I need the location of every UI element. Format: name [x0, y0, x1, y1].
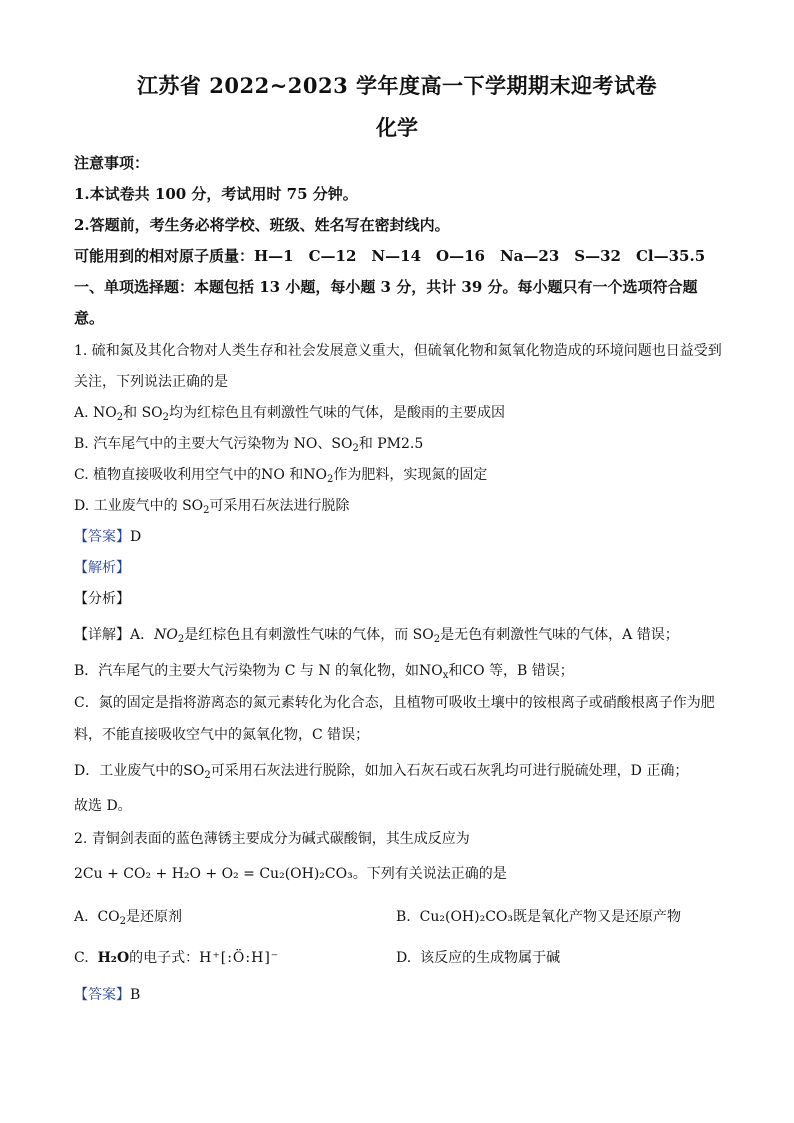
notice-heading: 注意事项：	[74, 154, 150, 172]
section-1-heading-cont: 意。	[74, 309, 105, 327]
q2-equation-line: 2Cu + CO₂ + H₂O + O₂ = Cu₂(OH)₂CO₃。下列有关说法正确的是	[74, 866, 507, 882]
q1-option-b: B. 汽车尾气中的主要大气污染物为 NO、$SO_2$和 PM2.5	[74, 436, 424, 454]
subject-title: 化学	[376, 115, 418, 140]
q1-stem-line1: 1. 硫和氮及其化合物对人类生存和社会发展意义重大，但硫氧化物和氮氧化物造成的环境问题也日益受到	[74, 343, 722, 359]
q1-stem-line2: 关注，下列说法正确的是	[74, 374, 228, 390]
q2-option-d: D. 该反应的生成物属于碱	[396, 950, 561, 966]
q1-analysis-label: 【解析】	[74, 560, 130, 576]
q1-conclusion: 故选 D。	[74, 798, 132, 814]
q1-detail-a: 【详解】A．$NO_2$是红棕色且有刺激性气味的气体，而 $SO_2$是无色有刺激性气味的气体，A 错误；	[74, 627, 679, 645]
q1-fenxi-label: 【分析】	[74, 591, 130, 607]
notice-item-1: 1.本试卷共 100 分，考试用时 75 分钟。	[74, 185, 358, 203]
q2-option-c: C. H₂O的电子式：H⁺[:Ö:H]⁻	[74, 950, 280, 966]
q2-answer: 【答案】B	[74, 987, 141, 1003]
atomic-mass-line: 可能用到的相对原子质量：H—1 C—12 N—14 O—16 Na—23 S—32 Cl—35.5	[74, 247, 706, 265]
q1-detail-c2: 料，不能直接吸收空气中的氮氧化物，C 错误；	[74, 727, 370, 743]
exam-title: 江苏省 2022~2023 学年度高一下学期期末迎考试卷	[136, 73, 658, 98]
q2-stem-line1: 2. 青铜剑表面的蓝色薄锈主要成分为碱式碳酸铜，其生成反应为	[74, 831, 470, 847]
q1-detail-c1: C．氮的固定是指将游离态的氮元素转化为化合态，且植物可吸收土壤中的铵根离子或硝酸根离子作为肥	[74, 695, 715, 711]
q2-equation: 2Cu + CO₂ + H₂O + O₂ = Cu₂(OH)₂CO₃	[74, 866, 353, 882]
q1-detail-b: B．汽车尾气的主要大气污染物为 C 与 N 的氧化物，如$NO_x$和CO 等，B 错误；	[74, 663, 574, 681]
q1-option-a: A. $NO_2$和 $SO_2$均为红棕色且有刺激性气味的气体，是酸雨的主要成因	[74, 405, 506, 423]
q1-answer: 【答案】D	[74, 529, 142, 545]
section-1-heading: 一、单项选择题：本题包括 13 小题，每小题 3 分，共计 39 分。每小题只有一个选项符合题	[74, 278, 698, 296]
notice-item-2: 2.答题前，考生务必将学校、班级、姓名写在密封线内。	[74, 216, 450, 234]
q2-option-b: B. Cu₂(OH)₂CO₃既是氧化产物又是还原产物	[396, 909, 682, 925]
q1-detail-d: D．工业废气中的$SO_2$可采用石灰法进行脱除，如加入石灰石或石灰乳均可进行脱硫处理，D 正确；	[74, 763, 689, 781]
q1-option-c: C. 植物直接吸收利用空气中的NO 和$NO_2$作为肥料，实现氮的固定	[74, 467, 488, 485]
q1-option-d: D. 工业废气中的 $SO_2$可采用石灰法进行脱除	[74, 498, 350, 516]
q2-option-a: A. $CO_2$是还原剂	[74, 909, 183, 927]
